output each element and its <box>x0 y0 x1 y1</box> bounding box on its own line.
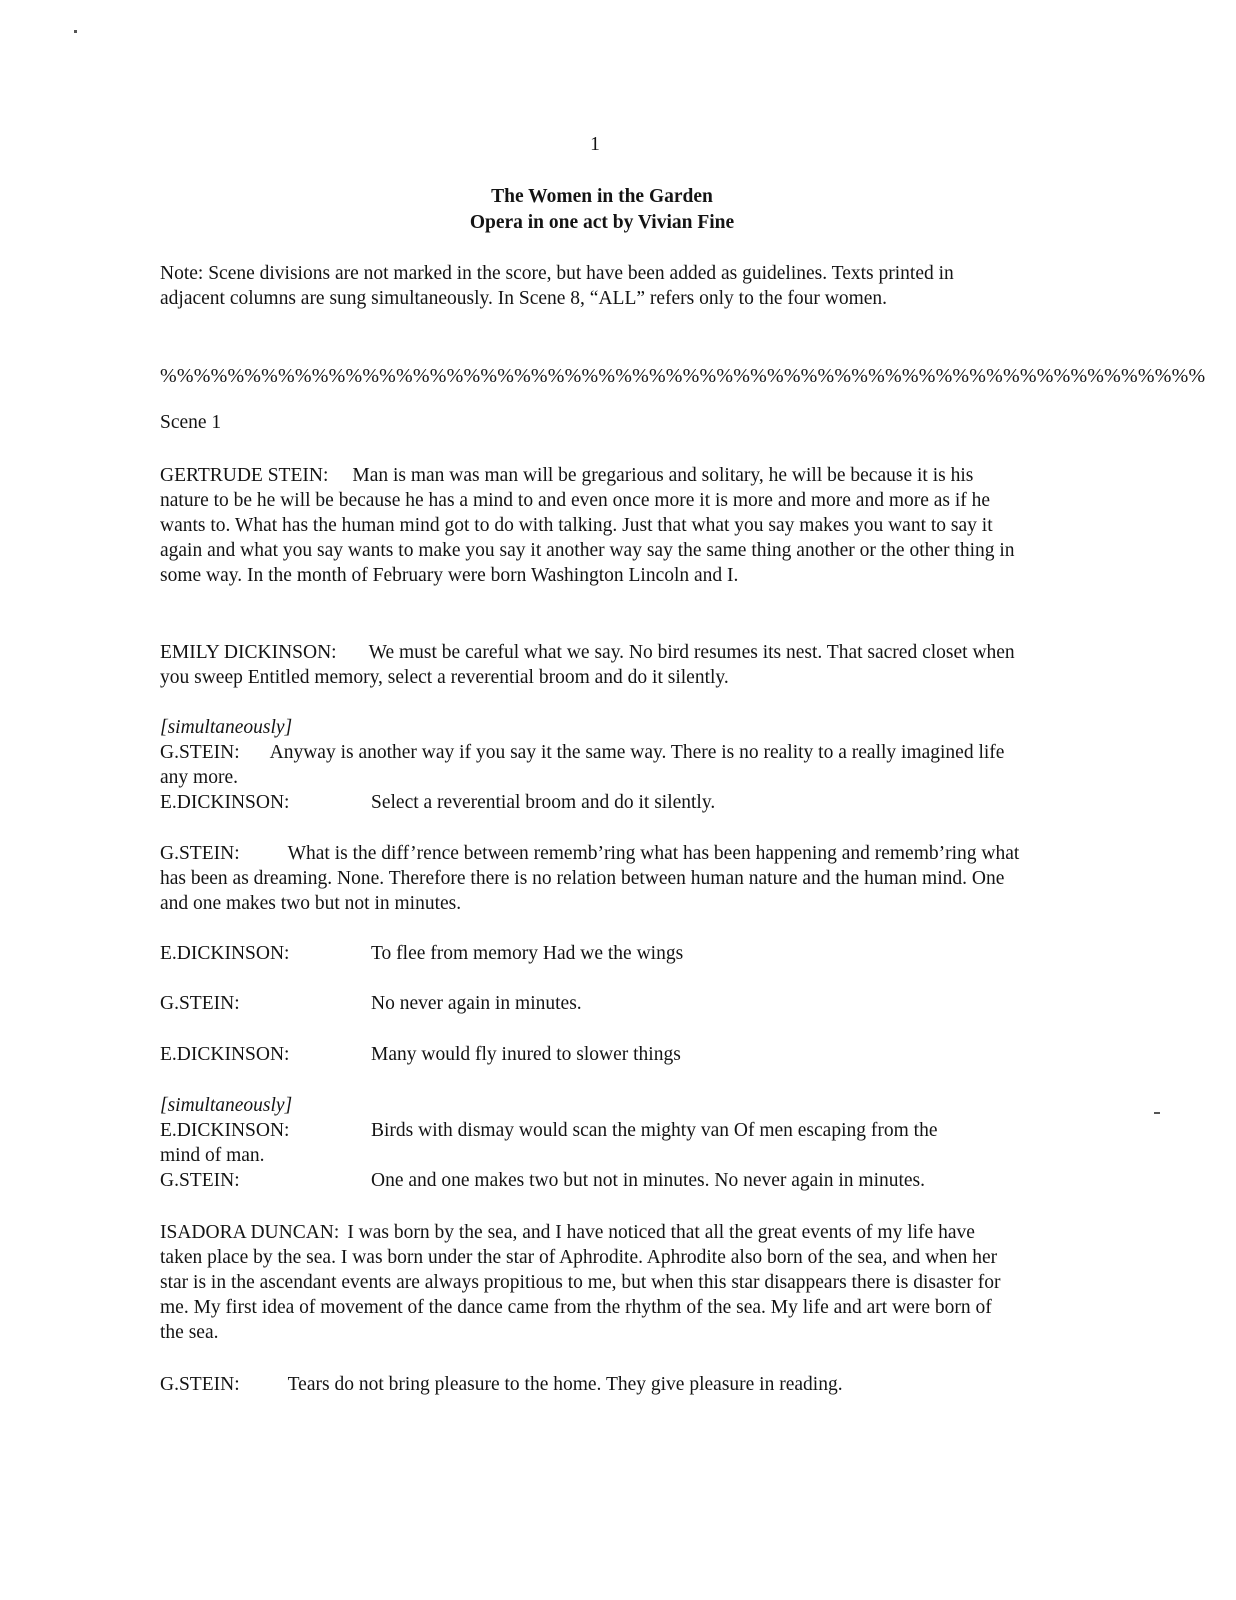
page-number: 1 <box>590 134 600 155</box>
exchange-line-1 <box>160 941 1020 967</box>
speaker-label: EMILY DICKINSON: <box>160 642 337 663</box>
exchange-line-2 <box>160 991 1020 1017</box>
speaker-label: E.DICKINSON: <box>160 943 290 964</box>
dickinson-speech-simultaneous-2 <box>160 1118 1020 1144</box>
speech-text: No never again in minutes. <box>371 993 582 1014</box>
note-paragraph: Note: Scene divisions are not marked in the score, but have been added as guidelines. Texts printed in adjacent columns are sung simultaneously. In Scene 8, “ALL” refers only to the four women. <box>160 263 954 309</box>
divider-line: %%%%%%%%%%%%%%%%%%%%%%%%%%%%%%%%%%%%%%%%%%%%%%%%%%%%%%%%%%%%%% <box>160 365 1206 387</box>
speech-text: We must be careful what we say. No bird resumes its nest. That sacred closet when you sweep Entitled memory, select a reverential broom and do it silently. <box>160 642 1015 688</box>
speech-text: To flee from memory Had we the wings <box>371 943 684 964</box>
speaker-label: G.STEIN: <box>160 1170 240 1191</box>
exchange-line-3 <box>160 1042 1020 1068</box>
speech-text: Select a reverential broom and do it silently. <box>371 792 716 813</box>
speaker-label: G.STEIN: <box>160 993 240 1014</box>
scan-speck <box>74 30 77 33</box>
duncan-speech-1 <box>160 1220 1020 1345</box>
speaker-label: G.STEIN: <box>160 742 240 763</box>
scene-heading: Scene 1 <box>160 412 222 433</box>
speech-text: Man is man was man will be gregarious and solitary, he will be because it is his nature to be he will be because he has a mind to and even once more it is more and more and more as if he wants to. What has the human mind got to do with talking. Just that what you say makes you want to say it again and what you say wants to make you say it another way say the same thing another or the other thing in some way. In the month of February were born Washington Lincoln and I. <box>160 465 1015 586</box>
speech-text: One and one makes two but not in minutes. No never again in minutes. <box>371 1170 926 1191</box>
speaker-label: E.DICKINSON: <box>160 792 290 813</box>
simultaneous-label: [simultaneously] <box>160 1095 293 1116</box>
stein-speech-2 <box>160 841 1020 916</box>
speaker-label: ISADORA DUNCAN: <box>160 1222 340 1243</box>
title-subtitle: Opera in one act by Vivian Fine <box>469 212 735 233</box>
speaker-label: G.STEIN: <box>160 843 240 864</box>
speech-text: Tears do not bring pleasure to the home. They give pleasure in reading. <box>287 1374 843 1395</box>
speech-text: What is the diff’rence between rememb’ring what has been happening and rememb’ring what has been as dreaming. None. Therefore there is no relation between human nature and the human mind. One and one makes two but not in minutes. <box>160 843 1020 914</box>
speech-text: Anyway is another way if you say it the same way. There is no reality to a really imagined life any more. <box>160 742 1005 788</box>
dickinson-speech-simultaneous <box>160 790 1020 816</box>
stein-speech-simultaneous <box>160 740 1020 790</box>
speaker-label: G.STEIN: <box>160 1374 240 1395</box>
stein-speech-3 <box>160 1372 1020 1397</box>
speech-text: Many would fly inured to slower things <box>371 1044 681 1065</box>
stein-speech-simultaneous-2 <box>160 1168 1020 1194</box>
speaker-label: GERTRUDE STEIN: <box>160 465 329 486</box>
speech-continuation: mind of man. <box>160 1145 265 1166</box>
stein-speech-1 <box>160 463 1020 588</box>
scan-speck <box>1154 1112 1160 1114</box>
speech-text: Birds with dismay would scan the mighty van Of men escaping from the <box>371 1120 938 1141</box>
speaker-label: E.DICKINSON: <box>160 1120 290 1141</box>
speech-text: I was born by the sea, and I have noticed that all the great events of my life have taken place by the sea. I was born under the star of Aphrodite. Aphrodite also born of the sea, and when her star is in the ascendant events are always propitious to me, but when this star disappears there is disaster for me. My first idea of movement of the dance came from the rhythm of the sea. My life and art were born of the sea. <box>160 1222 1001 1343</box>
simultaneous-label: [simultaneously] <box>160 717 293 738</box>
title-line-1: The Women in the Garden <box>491 186 713 207</box>
speaker-label: E.DICKINSON: <box>160 1044 290 1065</box>
dickinson-speech-1 <box>160 640 1020 690</box>
